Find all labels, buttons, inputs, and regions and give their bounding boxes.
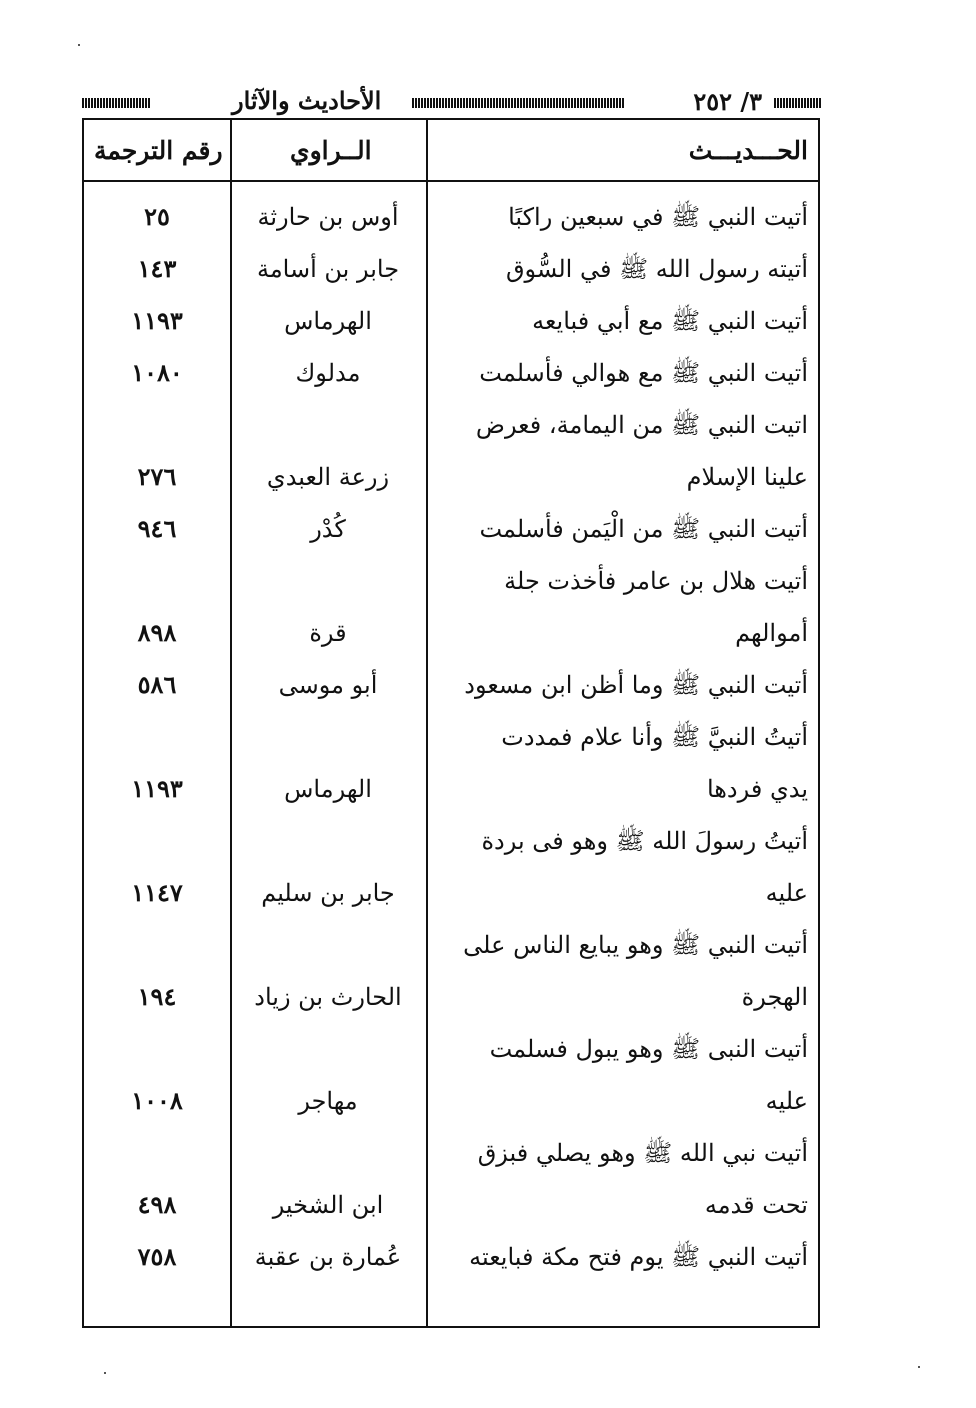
hadith-text: أتيت النبي ﷺ من الْيَمن فأسلمت <box>479 515 808 543</box>
rawi-name: مدلوك <box>295 359 361 387</box>
column-header-rawi: الــراوي <box>290 136 372 165</box>
column-header-hadith: الحـــديـــث <box>688 136 808 165</box>
column-divider <box>230 120 232 1326</box>
scan-speck <box>78 44 80 46</box>
rawi-name: الهرماس <box>284 307 372 335</box>
biography-number: ٢٥ <box>144 202 170 231</box>
biography-number: ١٤٣ <box>137 254 177 283</box>
hadith-text: أتيت نبي الله ﷺ وهو يصلي فبزق <box>477 1139 808 1167</box>
biography-number: ٥٨٦ <box>137 670 177 699</box>
hadith-text: تحت قدمه <box>704 1191 808 1219</box>
hadith-text: أتيت النبي ﷺ يوم فتح مكة فبايعته <box>469 1243 808 1271</box>
column-divider <box>426 120 428 1326</box>
hadith-text: الهجرة <box>741 983 808 1011</box>
rawi-name: قرة <box>309 619 347 647</box>
rawi-name: زرعة العبدي <box>266 463 390 491</box>
rawi-name: ابن الشخير <box>272 1191 384 1219</box>
hadith-text: يدي فردها <box>706 775 808 803</box>
rawi-name: أوس بن حارثة <box>257 203 399 231</box>
index-table <box>82 118 820 1328</box>
hadith-text: أتيت هلال بن عامر فأخذت جلة <box>504 567 808 595</box>
biography-number: ١٠٨٠ <box>131 358 183 387</box>
biography-number: ١١٩٣ <box>131 774 183 803</box>
header-rule <box>82 98 150 108</box>
header-rule <box>774 98 822 108</box>
scan-speck <box>104 1372 106 1374</box>
biography-number: ٩٤٦ <box>137 514 177 543</box>
biography-number: ١١٤٧ <box>131 878 183 907</box>
rawi-name: كُدْر <box>310 515 346 543</box>
hadith-text: أموالهم <box>735 619 808 647</box>
rawi-name: جابر بن أسامة <box>256 255 400 283</box>
biography-number: ١١٩٣ <box>131 306 183 335</box>
biography-number: ٧٥٨ <box>137 1242 177 1271</box>
hadith-text: أتيته رسول الله ﷺ في السُّوق <box>505 255 808 283</box>
hadith-text: أتيت النبي ﷺ وهو يبايع الناس على <box>463 931 808 959</box>
running-title: الأحاديث والآثار <box>232 86 382 115</box>
biography-number: ٨٩٨ <box>137 618 177 647</box>
biography-number: ١٠٠٨ <box>131 1086 183 1115</box>
header-rule <box>412 98 624 108</box>
hadith-text: أتيتُ رسولَ الله ﷺ وهو فى بردة <box>481 827 808 855</box>
page-reference: ٣/ ٢٥٢ <box>693 87 762 116</box>
hadith-text: عليه <box>765 879 808 907</box>
rawi-name: عُمارة بن عقبة <box>254 1243 402 1271</box>
rawi-name: الحارث بن زياد <box>254 983 402 1011</box>
hadith-text: أتيت النبي ﷺ مع هوالي فأسلمت <box>479 359 808 387</box>
rawi-name: مهاجر <box>298 1087 358 1115</box>
hadith-text: أتيت النبي ﷺ وما أظن ابن مسعود <box>464 671 808 699</box>
hadith-text: علينا الإسلام <box>686 463 808 491</box>
rawi-name: جابر بن سليم <box>261 879 395 907</box>
hadith-text: أتيت النبي ﷺ في سبعين راكبًا <box>508 203 808 231</box>
hadith-text: أتيت النبي ﷺ مع أبي فبايعه <box>532 307 808 335</box>
biography-number: ٤٩٨ <box>137 1190 177 1219</box>
hadith-text: اتيت النبي ﷺ من اليمامة، فعرض <box>475 411 808 439</box>
running-header <box>82 86 822 116</box>
hadith-text: أتيت النبى ﷺ وهو يبول فسلمت <box>489 1035 808 1063</box>
scan-speck <box>918 1366 920 1368</box>
hadith-text: أتيتُ النبيَّ ﷺ وأنا علام فمددت <box>501 723 808 751</box>
hadith-text: عليه <box>765 1087 808 1115</box>
column-header-number: رقم الترجمة <box>94 136 223 165</box>
rawi-name: الهرماس <box>284 775 372 803</box>
rawi-name: أبو موسى <box>278 671 378 699</box>
biography-number: ٢٧٦ <box>137 462 177 491</box>
biography-number: ١٩٤ <box>137 982 177 1011</box>
header-divider <box>84 180 818 182</box>
